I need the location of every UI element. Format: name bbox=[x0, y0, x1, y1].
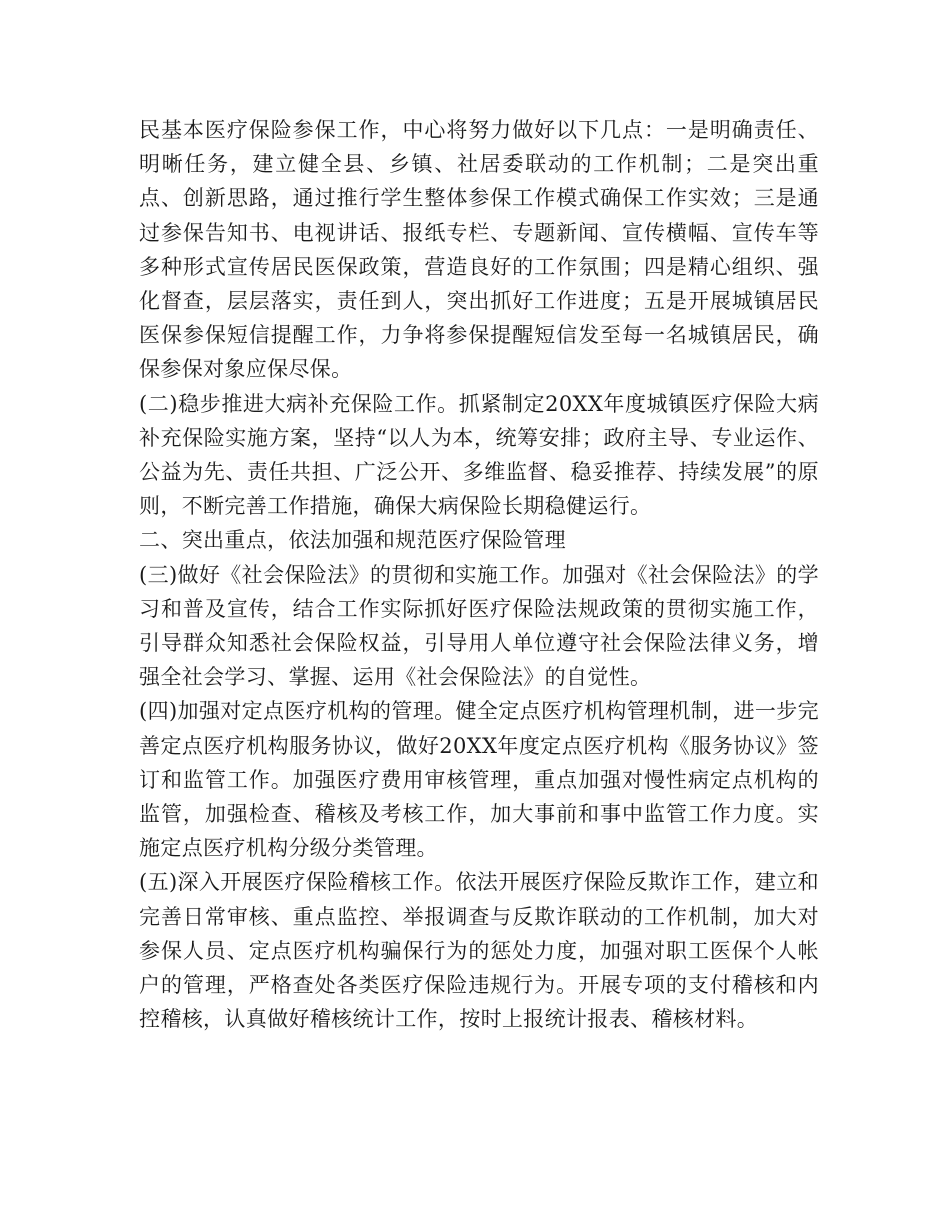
paragraph-serious-illness-insurance: (二)稳步推进大病补充保险工作。抓紧制定20XX年度城镇医疗保险大病补充保险实施方案，坚持“以人为本，统筹安排；政府主导、专业运作、公益为先、责任共担、广泛公开、多维监督、稳妥推荐、持续发展”的原则，不断完善工作措施，确保大病保险长期稳健运行。 bbox=[139, 391, 819, 519]
paragraph-designated-medical-institutions: (四)加强对定点医疗机构的管理。健全定点医疗机构管理机制，进一步完善定点医疗机构服务协议，做好20XX年度定点医疗机构《服务协议》签订和监管工作。加强医疗费用审核管理，重点加强对慢性病定点机构的监管，加强检查、稽核及考核工作，加大事前和事中监管工作力度。实施定点医疗机构分级分类管理。 bbox=[139, 699, 819, 861]
paragraph-social-insurance-law: (三)做好《社会保险法》的贯彻和实施工作。加强对《社会保险法》的学习和普及宣传，结合工作实际抓好医疗保险法规政策的贯彻实施工作，引导群众知悉社会保险权益，引导用人单位遵守社会保险法律义务，增强全社会学习、掌握、运用《社会保险法》的自觉性。 bbox=[139, 562, 819, 690]
paragraph-insurance-enrollment: 民基本医疗保险参保工作，中心将努力做好以下几点：一是明确责任、明晰任务，建立健全县、乡镇、社居委联动的工作机制；二是突出重点、创新思路，通过推行学生整体参保工作模式确保工作实效；三是通过参保告知书、电视讲话、报纸专栏、专题新闻、宣传横幅、宣传车等多种形式宣传居民医保政策，营造良好的工作氛围；四是精心组织、强化督查，层层落实，责任到人，突出抓好工作进度；五是开展城镇居民医保参保短信提醒工作，力争将参保提醒短信发至每一名城镇居民，确保参保对象应保尽保。 bbox=[139, 118, 819, 382]
section-heading-two: 二、突出重点，依法加强和规范医疗保险管理 bbox=[139, 528, 566, 553]
document-body bbox=[139, 113, 819, 1036]
paragraph-insurance-audit: (五)深入开展医疗保险稽核工作。依法开展医疗保险反欺诈工作，建立和完善日常审核、重点监控、举报调查与反欺诈联动的工作机制，加大对参保人员、定点医疗机构骗保行为的惩处力度，加强对职工医保个人帐户的管理，严格查处各类医疗保险违规行为。开展专项的支付稽核和内控稽核，认真做好稽核统计工作，按时上报统计报表、稽核材料。 bbox=[139, 870, 819, 1032]
